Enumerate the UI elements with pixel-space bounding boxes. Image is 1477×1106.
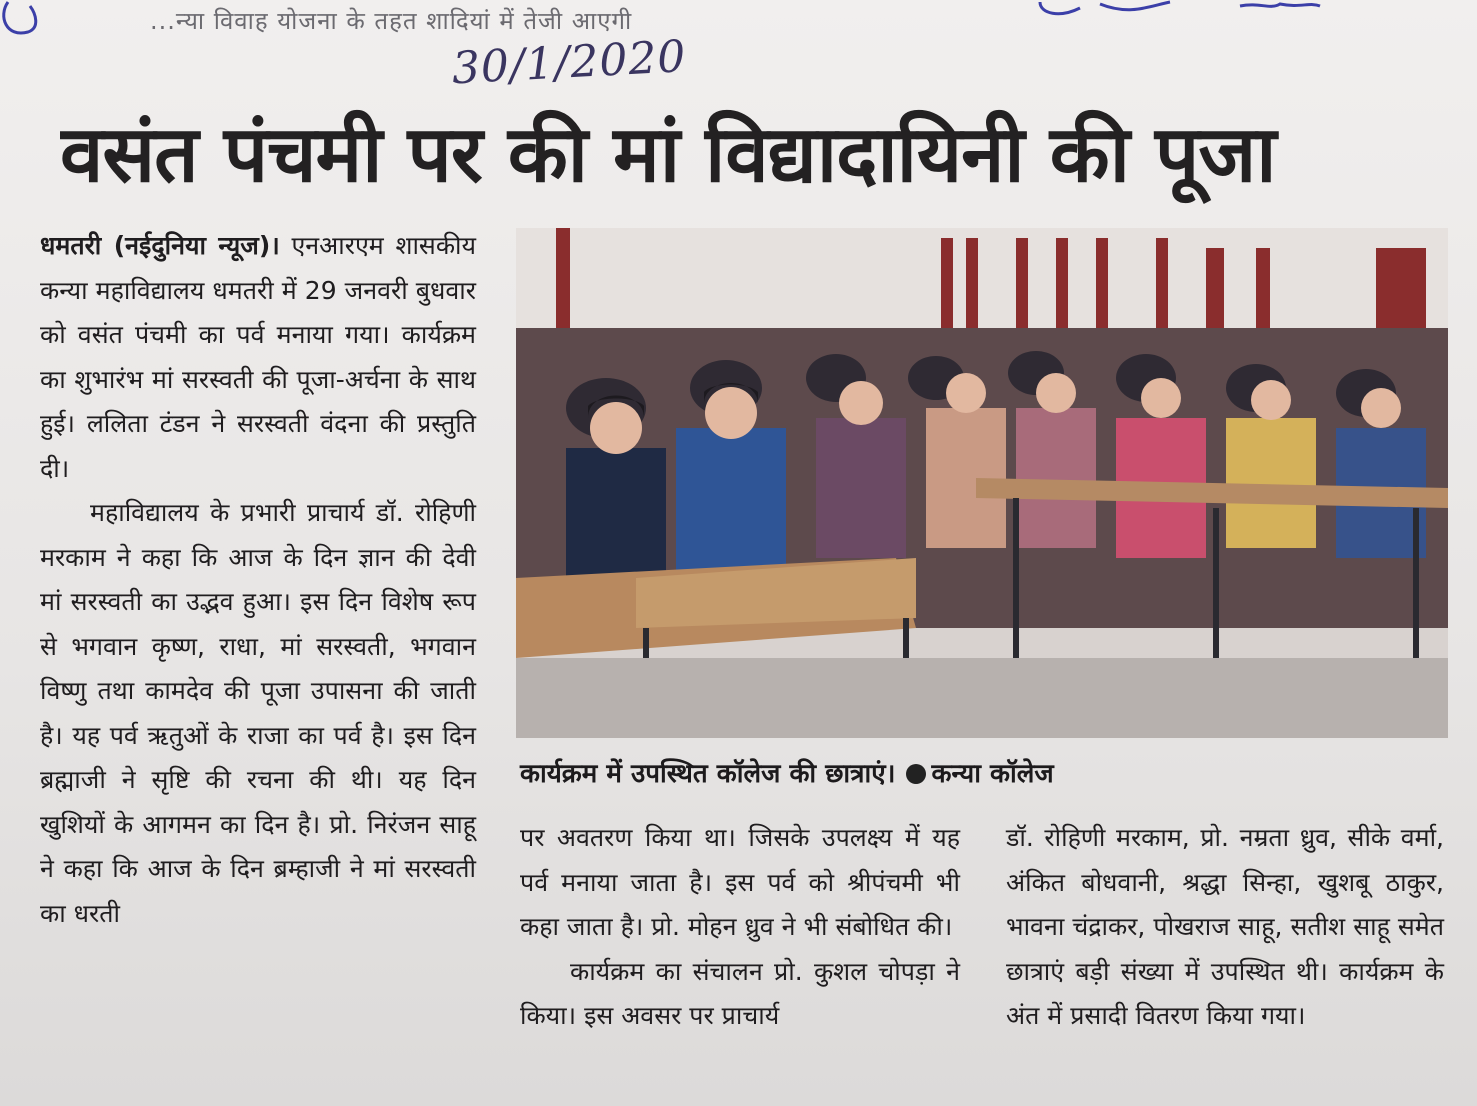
handwritten-date: 30/1/2020	[450, 31, 688, 95]
headline: वसंत पंचमी पर की मां विद्यादायिनी की पूजा	[60, 110, 1276, 200]
dateline: धमतरी (नईदुनिया न्यूज)।	[40, 231, 280, 260]
column-3-paragraph-1: डॉ. रोहिणी मरकाम, प्रो. नम्रता ध्रुव, सीके वर्मा, अंकित बोधवानी, श्रद्धा सिन्हा, खुशबू ठाकुर, भावना चंद्राकर, पोखराज साहू, सतीश साहू समेत छात्राएं बड़ी संख्या में उपस्थित थी। कार्यक्रम के अंत में प्रसादी वितरण किया गया।	[1006, 823, 1444, 1030]
caption-text: कार्यक्रम में उपस्थित कॉलेज की छात्राएं।	[520, 759, 896, 789]
classroom-photo-illustration	[516, 228, 1448, 738]
paragraph-2: महाविद्यालय के प्रभारी प्राचार्य डॉ. रोहिणी मरकाम ने कहा कि आज के दिन ज्ञान की देवी मां सरस्वती का उद्भव हुआ। इस दिन विशेष रूप से भगवान कृष्ण, राधा, मां सरस्वती, भगवान विष्णु तथा कामदेव की पूजा उपासना की जाती है। यह पर्व ऋतुओं के राजा का पर्व है। इस दिन ब्रह्माजी ने सृष्टि की रचना की थी। यह दिन खुशियों के आगमन का दिन है। प्रो. निरंजन साहू ने कहा कि आज के दिन ब्रम्हाजी ने मां सरस्वती का धरती	[40, 498, 476, 928]
column-2-paragraph-2: कार्यक्रम का संचालन प्रो. कुशल चोपड़ा ने किया। इस अवसर पर प्राचार्य	[520, 956, 960, 1030]
article-column-1	[40, 224, 476, 1094]
caption-credit: कन्या कॉलेज	[931, 759, 1054, 789]
article-column-2	[520, 816, 960, 1096]
column-2-paragraph-1: पर अवतरण किया था। जिसके उपलक्ष्य में यह पर्व मनाया जाता है। इस पर्व को श्रीपंचमी भी कहा जाता है। प्रो. मोहन ध्रुव ने भी संबोधित की।	[520, 823, 960, 941]
photo-caption	[520, 752, 1420, 796]
paragraph-1: एनआरएम शासकीय कन्या महाविद्यालय धमतरी में 29 जनवरी बुधवार को वसंत पंचमी का पर्व मनाया गया। कार्यक्रम का शुभारंभ मां सरस्वती की पूजा-अर्चना के साथ हुई। ललिता टंडन ने सरस्वती वंदना की प्रस्तुति दी।	[40, 231, 477, 483]
previous-article-strip: ...न्या विवाह योजना के तहत शादियां में तेजी आएगी	[150, 7, 633, 35]
event-photo	[516, 228, 1448, 738]
article-column-3	[1006, 816, 1444, 1096]
bullet-icon	[906, 764, 926, 784]
